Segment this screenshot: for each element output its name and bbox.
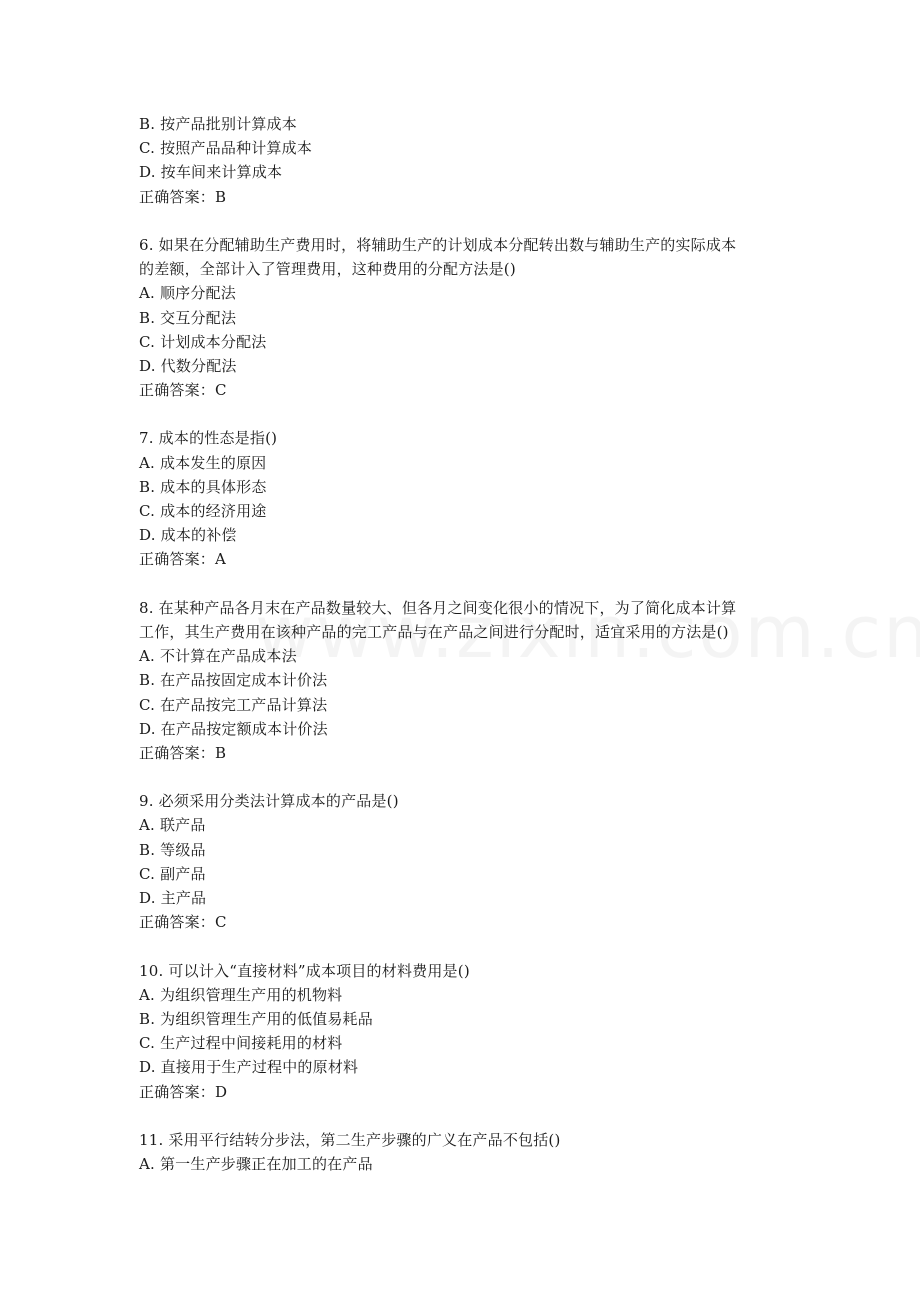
answer-line: 正确答案：C <box>139 381 227 400</box>
option-d: D. 在产品按定额成本计价法 <box>139 719 328 738</box>
question-6 <box>139 233 799 402</box>
option-c: C. 副产品 <box>139 864 206 883</box>
option-b: B. 成本的具体形态 <box>139 477 267 496</box>
question-stem: 7. 成本的性态是指() <box>139 429 278 448</box>
option-a: A. 顺序分配法 <box>139 284 236 303</box>
answer-line: 正确答案：A <box>139 550 227 569</box>
question-stem: 11. 采用平行结转分步法，第二生产步骤的广义在产品不包括() <box>139 1130 561 1149</box>
question-11 <box>139 1128 799 1176</box>
question-stem-line-2: 工作，其生产费用在该种产品的完工产品与在产品之间进行分配时，适宜采用的方法是() <box>139 622 729 641</box>
question-stem-line-1: 8. 在某种产品各月末在产品数量较大、但各月之间变化很小的情况下，为了简化成本计算 <box>139 598 737 617</box>
spacer <box>139 572 799 596</box>
option-d: D. 代数分配法 <box>139 356 237 375</box>
option-c: C. 按照产品品种计算成本 <box>139 139 313 158</box>
option-d: D. 直接用于生产过程中的原材料 <box>139 1058 359 1077</box>
spacer <box>139 402 799 426</box>
option-b: B. 等级品 <box>139 840 206 859</box>
question-stem-line-2: 的差额，全部计入了管理费用，这种费用的分配方法是() <box>139 260 516 279</box>
option-d: D. 按车间来计算成本 <box>139 163 283 182</box>
option-a: A. 成本发生的原因 <box>139 453 267 472</box>
answer-line: 正确答案：D <box>139 1082 228 1101</box>
spacer <box>139 1104 799 1128</box>
question-stem: 10. 可以计入“直接材料”成本项目的材料费用是() <box>139 961 470 980</box>
option-b: B. 交互分配法 <box>139 308 237 327</box>
option-a: A. 联产品 <box>139 816 206 835</box>
option-d: D. 成本的补偿 <box>139 526 237 545</box>
option-a: A. 不计算在产品成本法 <box>139 647 297 666</box>
spacer <box>139 765 799 789</box>
question-9 <box>139 789 799 934</box>
question-8 <box>139 596 799 765</box>
question-7 <box>139 426 799 571</box>
answer-line: 正确答案：B <box>139 187 227 206</box>
question-10 <box>139 959 799 1104</box>
option-a: A. 为组织管理生产用的机物料 <box>139 985 343 1004</box>
question-5 <box>139 112 799 209</box>
spacer <box>139 209 799 233</box>
option-b: B. 在产品按固定成本计价法 <box>139 671 328 690</box>
spacer <box>139 934 799 958</box>
option-c: C. 在产品按完工产品计算法 <box>139 695 328 714</box>
option-c: C. 生产过程中间接耗用的材料 <box>139 1034 343 1053</box>
question-stem: 9. 必须采用分类法计算成本的产品是() <box>139 792 399 811</box>
option-c: C. 计划成本分配法 <box>139 332 267 351</box>
option-b: B. 按产品批别计算成本 <box>139 115 297 133</box>
option-a: A. 第一生产步骤正在加工的在产品 <box>139 1155 373 1174</box>
answer-line: 正确答案：B <box>139 743 227 762</box>
option-b: B. 为组织管理生产用的低值易耗品 <box>139 1009 373 1028</box>
document-page <box>139 112 799 1176</box>
question-stem-line-1: 6. 如果在分配辅助生产费用时，将辅助生产的计划成本分配转出数与辅助生产的实际成本 <box>139 235 737 254</box>
option-c: C. 成本的经济用途 <box>139 502 267 520</box>
option-d: D. 主产品 <box>139 889 207 907</box>
answer-line: 正确答案：C <box>139 913 227 932</box>
